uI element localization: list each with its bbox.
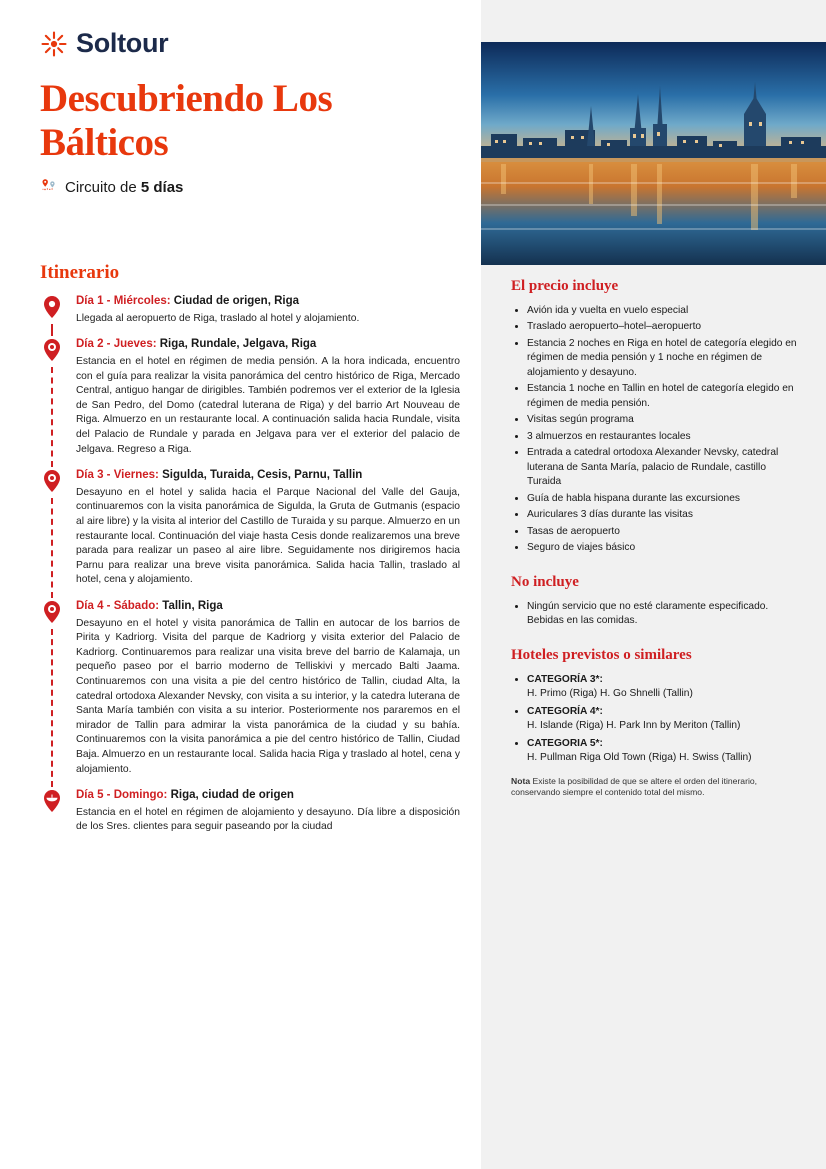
list-item [527,673,799,702]
list-item: • Guía de habla hispana durante las excursiones [527,492,799,506]
itinerary-heading: Itinerario [40,262,120,284]
list-item: • Tasas de aeropuerto [527,525,799,539]
list-item: • Ningún servicio que no esté claramente especificado. Bebidas en las comidas. [527,600,799,629]
hotel-category: • CATEGORÍA 3*: [527,673,603,685]
day-description: Llegada al aeropuerto de Riga, traslado al hotel y alojamiento. [76,312,360,324]
day-title: Día 1 - Miércoles: Ciudad de origen, Riga [76,295,300,308]
excludes-list [511,600,799,629]
riga-skyline-photo [481,42,826,265]
hotel-names: H. Primo (Riga) H. Go Shnelli (Tallin) [527,688,693,700]
sidebar [481,0,826,1169]
map-pin-icon [40,295,64,325]
note-text: Nota Existe la posibilidad de que se altere el orden del itinerario, conservando siempre el contenido total del mismo. [511,775,758,798]
duration-line [40,178,460,196]
list-item: • Estancia 1 noche en Tallin en hotel de categoría elegido en régimen de media pensión. [527,382,799,411]
day-description: Desayuno en el hotel y visita panorámica de Tallin en autocar de los barrios de Pirita y Kadriorg. Visita del parque de Kadriorg y visita exterior del Palacio de Kadriorg. Continuaremos para realizar una visita breve del barrio de Kalamaja, un pequeño paseo por el barrio moderno de Telliskivi y mercado Balti Jaama. Continuaremos con una visita a pie del centro histórico de Tallin, ciudad Alta, la catedral ortodoxa Alexander Nevsky, con visita a su interior, y la catedra luterana de Santa María también con visita a su interior. Posteriormente nos pararemos en el mirador de Tallin para admirar la vista panorámica de la ciudad y su bahía. Continuaremos con la visita panorámica a pie del centro histórico de Tallin, Ciudad Baja. Almuerzo en un restaurante local. Salida hacia Riga y traslado al hotel, cena y alojamiento. [76,617,460,775]
itinerary-day [76,468,460,588]
map-pin-icon [40,600,64,630]
list-item [527,737,799,766]
page-title: Descubriendo Los Bálticos [40,77,333,164]
list-item: • Entrada a catedral ortodoxa Alexander Nevsky, catedral luterana de Santa María, palacio de Rundale, castillo Turaida [527,446,799,489]
duration-value: 5 días [140,178,184,196]
hotel-category: • CATEGORIA 5*: [527,737,603,749]
timeline-connector [51,629,55,787]
timeline-connector [51,324,55,336]
timeline-connector [51,367,55,467]
brand-logo [40,28,460,59]
hotels-heading: Hoteles previstos o similares [511,646,692,663]
map-pin-icon [40,338,64,368]
sunburst-icon [40,30,68,58]
sidebar-content [511,278,799,807]
day-title: Día 4 - Sábado: Tallin, Riga [76,600,223,613]
duration-label: Circuito de 5 días [65,178,184,196]
day-description: Estancia en el hotel en régimen de media pensión. A la hora indicada, encuentro con el guía para realizar la visita panorámica del centro histórico de Riga, Mercado Central, antiguo hangar de dirigibles. También podremos ver el exterior de la Iglesia de San Pedro, del Domo (catedral luterana de Riga) y del barrio Art Nouveau de Riga. Almuerzo en un restaurante local. A continuación salida hacia Rundale, visita del Palacio de Rundale y parada en Jelgava para ver el exterior del palacio de Jelgava. Regreso a Riga. [76,355,460,455]
list-item: • Visitas según programa [527,413,799,427]
itinerary-timeline [40,294,460,835]
day-description: Estancia en el hotel en régimen de alojamiento y desayuno. Día libre a disposición de los Sres. clientes para seguir paseando por la ciudad [76,806,460,833]
day-description: Desayuno en el hotel y salida hacia el Parque Nacional del Valle del Gauja, continuaremos con la visita panorámica de Sigulda, la Gruta de Gutmanis (espacio al aire libre) y la visita al interior del Castillo de Turaida y su parque. Almuerzo en un restaurante local. Continuación del viaje hasta Cesis donde realizaremos una breve parada para realizar un paseo al aire libre. Seguidamente nos dirigiremos hacia Parnu para realizar una breve visita panorámica. Salida hacia Tallin, traslado al hotel, cena y alojamiento. [76,486,460,586]
list-item: • Estancia 2 noches en Riga en hotel de categoría elegido en régimen de media pensión y 1 noche en régimen de alojamiento y desayuno. [527,337,799,380]
includes-list [511,304,799,556]
excludes-heading: No incluye [511,573,579,590]
includes-heading: El precio incluye [511,278,619,294]
hotel-names: H. Islande (Riga) H. Park Inn by Meriton (Tallin) [527,720,741,732]
list-item: • Auriculares 3 días durante las visitas [527,508,799,522]
map-pin-icon [40,178,58,196]
left-column [40,28,460,846]
day-title: Día 2 - Jueves: Riga, Rundale, Jelgava, Riga [76,338,317,351]
brand-name: Soltour [76,28,169,58]
list-item [527,705,799,734]
day-title: Día 5 - Domingo: Riga, ciudad de origen [76,789,294,802]
itinerary-day [76,294,460,326]
list-item: • 3 almuerzos en restaurantes locales [527,430,799,444]
itinerary-day [76,599,460,777]
hotel-names: H. Pullman Riga Old Town (Riga) H. Swiss (Tallin) [527,752,752,764]
list-item: • Seguro de viajes básico [527,541,799,555]
map-pin-icon [40,469,64,499]
timeline-connector [51,498,55,598]
itinerary-day [76,788,460,835]
hotels-list [511,673,799,766]
list-item: • Avión ida y vuelta en vuelo especial [527,304,799,318]
itinerary-day [76,337,460,457]
list-item: • Traslado aeropuerto–hotel–aeropuerto [527,320,799,334]
hotel-category: • CATEGORÍA 4*: [527,705,603,717]
plane-icon [40,789,64,819]
day-title: Día 3 - Viernes: Sigulda, Turaida, Cesis, Parnu, Tallin [76,469,363,482]
